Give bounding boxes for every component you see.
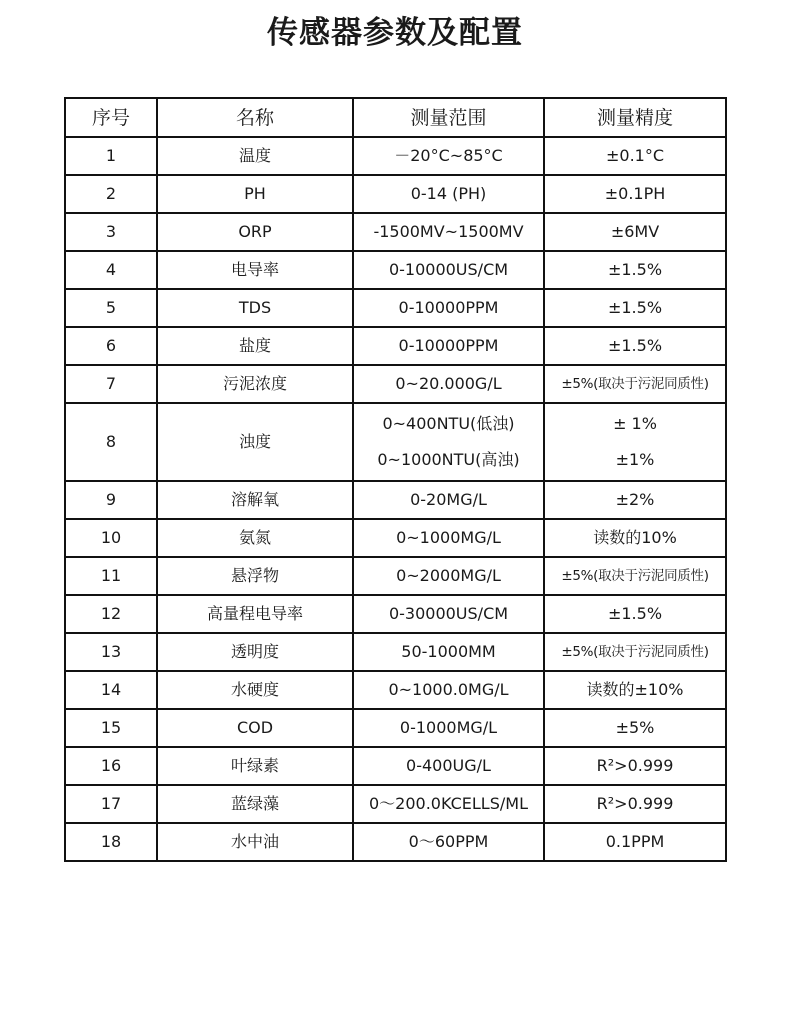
table-body (65, 137, 726, 861)
cell-number: 8 (65, 403, 157, 481)
cell-range: 0-400UG/L (353, 747, 544, 785)
cell-number: 5 (65, 289, 157, 327)
accuracy-line-high: ±1% (615, 450, 655, 469)
cell-range: 0~20.000G/L (353, 365, 544, 403)
cell-accuracy: 读数的±10% (544, 671, 726, 709)
cell-range: 0~1000MG/L (353, 519, 544, 557)
cell-accuracy: ±5%(取决于污泥同质性) (544, 365, 726, 403)
cell-number: 9 (65, 481, 157, 519)
table-row (65, 289, 726, 327)
cell-name: ORP (157, 213, 353, 251)
cell-number: 15 (65, 709, 157, 747)
cell-number: 4 (65, 251, 157, 289)
page-title: 传感器参数及配置 (267, 15, 523, 51)
header-range: 测量范围 (353, 98, 544, 137)
cell-name: 溶解氧 (157, 481, 353, 519)
range-line-high: 0~1000NTU(高浊) (377, 450, 520, 469)
cell-name: 蓝绿藻 (157, 785, 353, 823)
cell-accuracy: ±2% (544, 481, 726, 519)
cell-name: 高量程电导率 (157, 595, 353, 633)
header-row (65, 98, 726, 137)
table-row (65, 633, 726, 671)
table-row (65, 671, 726, 709)
cell-name: 水中油 (157, 823, 353, 861)
cell-accuracy: 读数的10% (544, 519, 726, 557)
cell-name: 透明度 (157, 633, 353, 671)
cell-accuracy: ±0.1°C (544, 137, 726, 175)
table-row (65, 747, 726, 785)
cell-range: 0-10000PPM (353, 327, 544, 365)
cell-range: －20°C~85°C (353, 137, 544, 175)
table-row (65, 213, 726, 251)
cell-number: 12 (65, 595, 157, 633)
cell-name: COD (157, 709, 353, 747)
cell-range: 0-10000PPM (353, 289, 544, 327)
cell-number: 16 (65, 747, 157, 785)
table-row (65, 403, 726, 481)
sensor-parameters-table (64, 97, 727, 862)
header-name: 名称 (157, 98, 353, 137)
cell-number: 11 (65, 557, 157, 595)
cell-name: 悬浮物 (157, 557, 353, 595)
cell-number: 2 (65, 175, 157, 213)
cell-accuracy: ±1.5% (544, 595, 726, 633)
cell-accuracy: ±1.5% (544, 289, 726, 327)
table-row (65, 251, 726, 289)
cell-number: 6 (65, 327, 157, 365)
cell-accuracy: 0.1PPM (544, 823, 726, 861)
cell-accuracy: ±5% (544, 709, 726, 747)
cell-range: 0-14 (PH) (353, 175, 544, 213)
table-row (65, 175, 726, 213)
cell-range: 50-1000MM (353, 633, 544, 671)
cell-accuracy: ±1.5% (544, 327, 726, 365)
table-row (65, 519, 726, 557)
cell-number: 18 (65, 823, 157, 861)
cell-accuracy: ±5%(取决于污泥同质性) (544, 633, 726, 671)
range-line-low: 0~400NTU(低浊) (382, 414, 515, 433)
cell-range: 0-30000US/CM (353, 595, 544, 633)
cell-range (353, 403, 544, 481)
cell-range: 0~1000.0MG/L (353, 671, 544, 709)
table-row (65, 365, 726, 403)
cell-name: PH (157, 175, 353, 213)
cell-range: 0～200.0KCELLS/ML (353, 785, 544, 823)
cell-range: 0～60PPM (353, 823, 544, 861)
cell-number: 7 (65, 365, 157, 403)
table-row (65, 709, 726, 747)
cell-accuracy (544, 403, 726, 481)
cell-name: 浊度 (157, 403, 353, 481)
table-row (65, 137, 726, 175)
cell-name: TDS (157, 289, 353, 327)
header-accuracy: 测量精度 (544, 98, 726, 137)
cell-accuracy: ±1.5% (544, 251, 726, 289)
cell-name: 温度 (157, 137, 353, 175)
cell-accuracy: ±5%(取决于污泥同质性) (544, 557, 726, 595)
header-number: 序号 (65, 98, 157, 137)
cell-name: 盐度 (157, 327, 353, 365)
table-row (65, 595, 726, 633)
cell-accuracy: R²>0.999 (544, 747, 726, 785)
cell-range: -1500MV~1500MV (353, 213, 544, 251)
table-row (65, 557, 726, 595)
cell-number: 13 (65, 633, 157, 671)
table-row (65, 823, 726, 861)
cell-accuracy: ±0.1PH (544, 175, 726, 213)
cell-range: 0~2000MG/L (353, 557, 544, 595)
cell-range: 0-20MG/L (353, 481, 544, 519)
cell-name: 叶绿素 (157, 747, 353, 785)
cell-name: 水硬度 (157, 671, 353, 709)
cell-name: 污泥浓度 (157, 365, 353, 403)
cell-range: 0-1000MG/L (353, 709, 544, 747)
table-row (65, 785, 726, 823)
cell-accuracy: R²>0.999 (544, 785, 726, 823)
accuracy-line-low: ± 1% (613, 414, 657, 433)
cell-number: 1 (65, 137, 157, 175)
cell-number: 14 (65, 671, 157, 709)
cell-range: 0-10000US/CM (353, 251, 544, 289)
table-row (65, 327, 726, 365)
cell-number: 10 (65, 519, 157, 557)
table-header (65, 98, 726, 137)
cell-number: 3 (65, 213, 157, 251)
cell-name: 氨氮 (157, 519, 353, 557)
cell-accuracy: ±6MV (544, 213, 726, 251)
cell-name: 电导率 (157, 251, 353, 289)
cell-number: 17 (65, 785, 157, 823)
table-row (65, 481, 726, 519)
